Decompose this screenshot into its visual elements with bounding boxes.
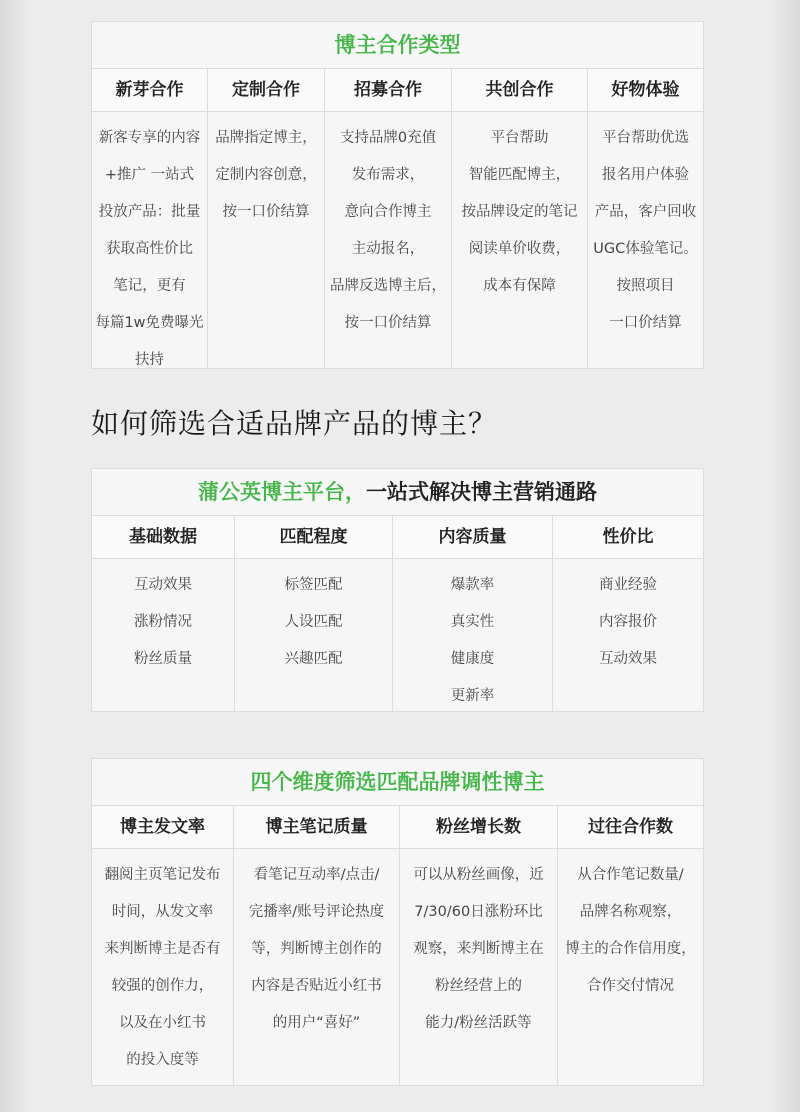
cell-line: 主动报名， bbox=[351, 241, 425, 257]
column-header: 过往合作数 bbox=[588, 817, 673, 837]
cell-line: 获取高性价比 bbox=[106, 241, 193, 257]
cell-line: 新客专享的内容 bbox=[98, 130, 201, 146]
cell-line: 看笔记互动率/点击/ bbox=[253, 867, 380, 883]
table-cell bbox=[92, 112, 208, 368]
column-header: 定制合作 bbox=[208, 69, 325, 111]
cell-line: 平台帮助 bbox=[490, 130, 549, 146]
blogger-platform-table bbox=[91, 468, 704, 712]
cell-line: 报名用户体验 bbox=[602, 167, 689, 183]
cell-line: 阅读单价收费， bbox=[468, 241, 571, 257]
cell-line: 可以从粉丝画像，近 bbox=[413, 867, 544, 883]
cell-line: 观察，来判断博主在 bbox=[413, 941, 544, 957]
cell-line: 投放产品：批量 bbox=[98, 204, 201, 220]
cell-line: 支持品牌0充值 bbox=[339, 130, 437, 146]
cell-line: 粉丝质量 bbox=[134, 651, 192, 667]
cooperation-types-title: 博主合作类型 bbox=[92, 22, 703, 69]
cell-line: 按照项目 bbox=[616, 278, 675, 294]
cell-line: 互动效果 bbox=[134, 577, 192, 593]
section-heading: 如何筛选合适品牌产品的博主？ bbox=[91, 407, 498, 440]
cooperation-types-table bbox=[91, 21, 704, 369]
cell-line: 品牌反选博主后， bbox=[330, 278, 446, 294]
cell-line: 发布需求， bbox=[351, 167, 425, 183]
cell-line: 完播率/账号评论热度 bbox=[248, 904, 385, 920]
cell-line: 按一口价结算 bbox=[222, 204, 310, 220]
column-header: 性价比 bbox=[602, 527, 654, 547]
table-cell bbox=[92, 559, 235, 711]
cell-line: 能力/粉丝活跃等 bbox=[425, 1015, 532, 1031]
column-header: 博主笔记质量 bbox=[234, 806, 400, 848]
cell-line: 健康度 bbox=[450, 651, 495, 667]
cell-line: 较强的创作力， bbox=[111, 978, 214, 994]
cell-line: 爆款率 bbox=[450, 577, 495, 593]
table-cell bbox=[452, 112, 588, 368]
cell-line: 一口价结算 bbox=[609, 315, 682, 331]
title-dark-part: 一站式解决博主营销通路 bbox=[366, 480, 597, 504]
column-header: 博主发文率 bbox=[92, 806, 234, 848]
left-shadow bbox=[0, 0, 30, 1112]
cell-line: 扶持 bbox=[135, 352, 164, 368]
table-cell bbox=[400, 849, 558, 1085]
cell-line: +推广 一站式 bbox=[104, 167, 195, 183]
four-dimensions-table bbox=[91, 758, 704, 1086]
four-dimensions-header-row bbox=[92, 806, 703, 849]
cell-line: 涨粉情况 bbox=[134, 614, 192, 630]
cell-line: 内容报价 bbox=[599, 614, 657, 630]
cell-line: 按品牌设定的笔记 bbox=[461, 204, 578, 220]
table-cell bbox=[234, 849, 400, 1085]
cell-line: 内容是否贴近小红书 bbox=[251, 978, 382, 994]
column-header: 粉丝增长数 bbox=[400, 806, 558, 848]
cell-line: 合作交付情况 bbox=[587, 978, 674, 994]
blogger-platform-title bbox=[92, 469, 703, 516]
cell-line: 博主的合作信用度， bbox=[565, 941, 696, 957]
four-dimensions-body-row bbox=[92, 849, 703, 1085]
column-header: 招募合作 bbox=[325, 69, 452, 111]
title-green-part: 蒲公英博主平台， bbox=[198, 480, 366, 504]
table-cell bbox=[553, 559, 703, 711]
cell-line: 品牌名称观察， bbox=[579, 904, 682, 920]
four-dimensions-title: 四个维度筛选匹配品牌调性博主 bbox=[92, 759, 703, 806]
table-cell bbox=[588, 112, 703, 368]
cell-line: 时间，从发文率 bbox=[111, 904, 214, 920]
blogger-platform-body-row bbox=[92, 559, 703, 711]
cell-line: 以及在小红书 bbox=[119, 1015, 206, 1031]
table-cell bbox=[92, 849, 234, 1085]
cell-line: 商业经验 bbox=[599, 577, 657, 593]
column-header: 新芽合作 bbox=[92, 69, 208, 111]
right-shadow bbox=[770, 0, 800, 1112]
table-cell bbox=[558, 849, 703, 1085]
column-header: 好物体验 bbox=[611, 80, 680, 100]
table-cell bbox=[393, 559, 553, 711]
cooperation-types-header-row bbox=[92, 69, 703, 112]
cell-line: 的投入度等 bbox=[126, 1052, 199, 1068]
cell-line: 智能匹配博主， bbox=[468, 167, 571, 183]
table-cell bbox=[208, 112, 325, 368]
table-cell bbox=[235, 559, 393, 711]
cell-line: 定制内容创意， bbox=[215, 167, 317, 183]
cooperation-types-body-row bbox=[92, 112, 703, 368]
cell-line: 每篇1w免费曝光 bbox=[95, 315, 204, 331]
column-header: 基础数据 bbox=[92, 516, 235, 558]
cell-line: 品牌指定博主， bbox=[215, 130, 317, 146]
cell-line: 意向合作博主 bbox=[344, 204, 432, 220]
cell-line: 按一口价结算 bbox=[344, 315, 432, 331]
cell-line: 成本有保障 bbox=[483, 278, 556, 294]
cell-line: 兴趣匹配 bbox=[284, 651, 343, 667]
column-header: 匹配程度 bbox=[235, 516, 393, 558]
cell-line: 笔记，更有 bbox=[113, 278, 186, 294]
cell-line: 来判断博主是否有 bbox=[104, 941, 221, 957]
cell-line: 人设匹配 bbox=[284, 614, 343, 630]
cell-line: 标签匹配 bbox=[284, 577, 343, 593]
cell-line: 真实性 bbox=[450, 614, 495, 630]
column-header: 共创合作 bbox=[452, 69, 588, 111]
cell-line: UGC体验笔记。 bbox=[593, 241, 698, 257]
cell-line: 更新率 bbox=[450, 688, 495, 704]
table-cell bbox=[325, 112, 452, 368]
cell-line: 平台帮助优选 bbox=[602, 130, 689, 146]
cell-line: 翻阅主页笔记发布 bbox=[104, 867, 221, 883]
blogger-platform-header-row bbox=[92, 516, 703, 559]
cell-line: 的用户“喜好” bbox=[272, 1015, 361, 1031]
cell-line: 7/30/60日涨粉环比 bbox=[414, 904, 543, 920]
cell-line: 从合作笔记数量/ bbox=[577, 867, 684, 883]
cell-line: 等，判断博主创作的 bbox=[251, 941, 382, 957]
cell-line: 互动效果 bbox=[599, 651, 657, 667]
cell-line: 产品，客户回收 bbox=[594, 204, 697, 220]
cell-line: 粉丝经营上的 bbox=[435, 978, 522, 994]
column-header: 内容质量 bbox=[393, 516, 553, 558]
